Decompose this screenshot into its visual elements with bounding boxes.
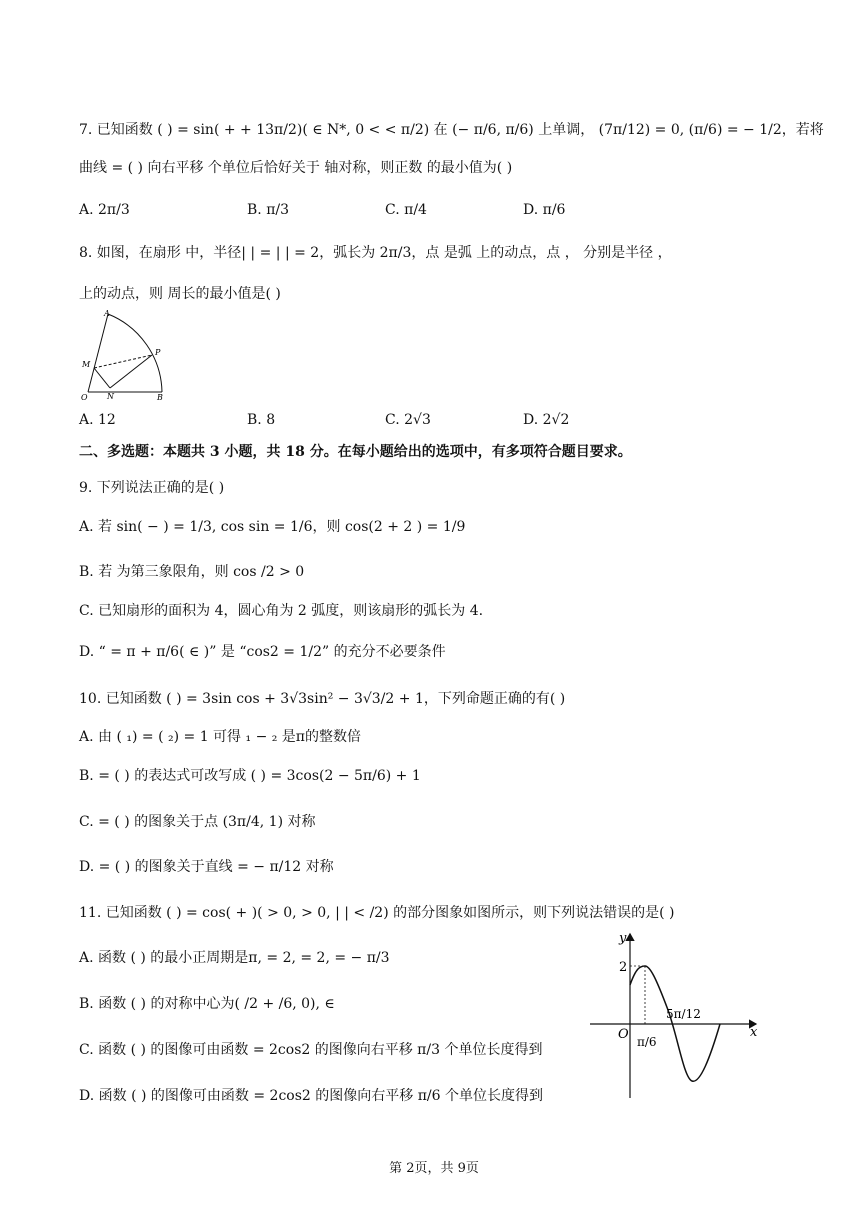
y-axis-label: y	[619, 931, 627, 946]
figure-label-a: A	[104, 309, 110, 318]
q9-option-b: B. 若 为第三象限角，则 cos /2 > 0	[79, 564, 305, 580]
q9-option-c: C. 已知扇形的面积为 4，圆心角为 2 弧度，则该扇形的弧长为 4.	[79, 603, 484, 619]
page-footer: 第 2页，共 9页	[389, 1161, 479, 1176]
q9-option-a: A. 若 sin( − ) = 1/3, cos sin = 1/6，则 cos(2 + 2 ) = 1/9	[79, 519, 466, 535]
sector-figure	[78, 308, 168, 403]
q11-stem: 11. 已知函数 ( ) = cos( + )( > 0, > 0, | | < /2) 的部分图象如图所示，则下列说法错误的是( )	[79, 905, 675, 921]
q8-stem-line1: 8. 如图，在扇形 中，半径| | = | | = 2，弧长为 2π/3，点 是弧 上的动点，点 ， 分别是半径 ，	[79, 245, 672, 261]
q7-option-c: C. π/4	[385, 202, 427, 218]
q7-option-b: B. π/3	[247, 202, 290, 218]
q7-stem-line1: 7. 已知函数 ( ) = sin( + + 13π/2)( ∈ N*, 0 < < π/2) 在 (− π/6, π/6) 上单调， (7π/12) = 0, (π/6) = − 1/2，若将	[79, 122, 824, 138]
q7-option-a: A. 2π/3	[79, 202, 130, 218]
q11-option-d: D. 函数 ( ) 的图像可由函数 = 2cos2 的图像向右平移 π/6 个单位长度得到	[79, 1088, 543, 1104]
q10-option-b: B. = ( ) 的表达式可改写成 ( ) = 3cos(2 − 5π/6) + 1	[79, 768, 421, 784]
q10-option-c: C. = ( ) 的图象关于点 (3π/4, 1) 对称	[79, 814, 316, 830]
q10-stem: 10. 已知函数 ( ) = 3sin cos + 3√3sin² − 3√3/2 + 1，下列命题正确的有( )	[79, 691, 566, 707]
q10-option-a: A. 由 ( ₁) = ( ₂) = 1 可得 ₁ − ₂ 是π的整数倍	[79, 729, 362, 745]
q11-option-b: B. 函数 ( ) 的对称中心为( /2 + /6, 0), ∈	[79, 996, 335, 1012]
q8-option-b: B. 8	[247, 412, 276, 428]
q8-option-a: A. 12	[79, 412, 116, 428]
cosine-graph	[588, 928, 764, 1100]
q7-option-d: D. π/6	[523, 202, 566, 218]
figure-label-o: O	[81, 393, 88, 402]
x-axis-label: x	[750, 1025, 758, 1040]
q11-option-c: C. 函数 ( ) 的图像可由函数 = 2cos2 的图像向右平移 π/3 个单位长度得到	[79, 1042, 543, 1058]
figure-label-b: B	[157, 393, 163, 402]
q7-stem-line2: 曲线 = ( ) 向右平移 个单位后恰好关于 轴对称，则正数 的最小值为( )	[79, 160, 513, 176]
peak-value-label: 2	[619, 960, 628, 975]
origin-label: O	[618, 1027, 629, 1042]
q10-option-d: D. = ( ) 的图象关于直线 = − π/12 对称	[79, 859, 334, 875]
tick-label-5pi-over-12: 5π/12	[666, 1007, 701, 1021]
figure-label-n: N	[107, 392, 114, 401]
q9-stem: 9. 下列说法正确的是( )	[79, 480, 225, 496]
q8-option-d: D. 2√2	[523, 412, 570, 428]
tick-label-pi-over-6: π/6	[637, 1035, 657, 1049]
q9-option-d: D. “ = π + π/6( ∈ )” 是 “cos2 = 1/2” 的充分不必要条件	[79, 644, 446, 660]
q11-option-a: A. 函数 ( ) 的最小正周期是π, = 2, = 2, = − π/3	[79, 950, 390, 966]
figure-label-p: P	[155, 348, 161, 357]
section2-heading: 二、多选题：本题共 3 小题，共 18 分。在每小题给出的选项中，有多项符合题目要求。	[79, 444, 632, 460]
figure-label-m: M	[82, 360, 91, 369]
q8-stem-line2: 上的动点，则 周长的最小值是( )	[79, 286, 281, 302]
q8-option-c: C. 2√3	[385, 412, 431, 428]
